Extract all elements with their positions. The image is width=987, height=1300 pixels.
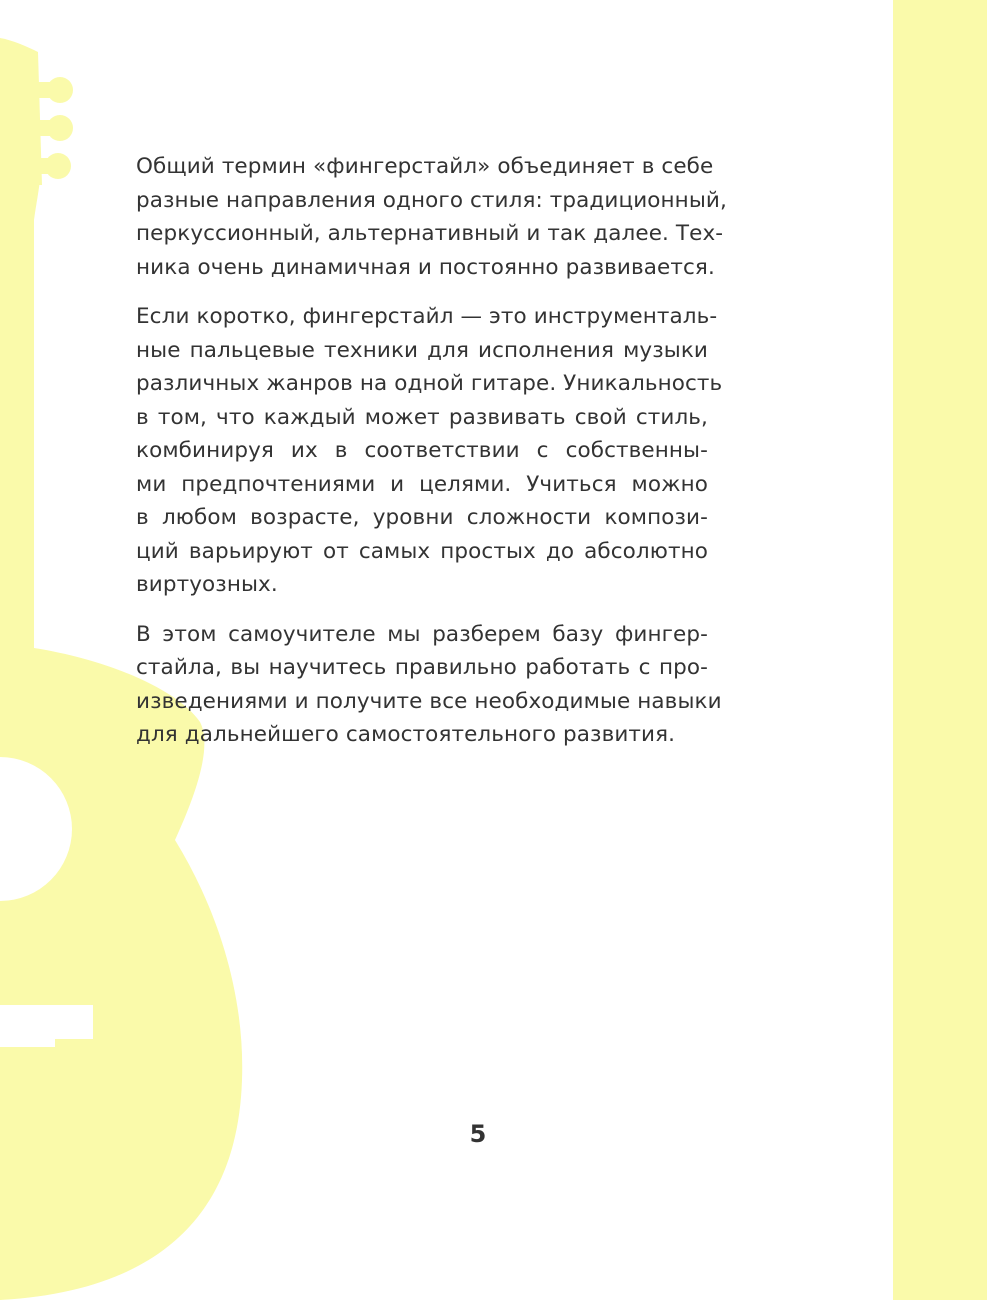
text-line: ций варьируют от самых простых до абсолютно — [136, 538, 708, 564]
paragraph-2 — [136, 300, 723, 602]
text-line: в любом возрасте, уровни сложности компози- — [136, 505, 708, 530]
text-line: Если коротко, фингерстайл — это инструменталь- — [136, 304, 718, 329]
text-line: ми предпочтениями и целями. Учиться можно — [136, 471, 708, 497]
text-line: различных жанров на одной гитаре. Уникальность — [136, 371, 723, 396]
text-line: виртуозных. — [136, 572, 278, 597]
text-line: комбинируя их в соответствии с собственны- — [136, 438, 708, 463]
paragraph-1 — [136, 150, 727, 284]
text-line: разные направления одного стиля: традиционный, — [136, 187, 727, 213]
right-color-band — [893, 0, 987, 1300]
text-line: стайла, вы научитесь правильно работать с про- — [136, 655, 708, 680]
text-line: ные пальцевые техники для исполнения музыки — [136, 337, 708, 363]
text-line: перкуссионный, альтернативный и так далее. Тех- — [136, 221, 724, 246]
page-number: 5 — [469, 1120, 487, 1148]
text-line: Общий термин «фингерстайл» объединяет в себе — [136, 154, 714, 179]
paragraph-3 — [136, 618, 722, 752]
main-text — [136, 150, 727, 768]
text-line: ника очень динамичная и постоянно развивается. — [136, 254, 715, 280]
text-line: для дальнейшего самостоятельного развития. — [136, 722, 676, 747]
text-line: изведениями и получите все необходимые навыки — [136, 688, 722, 714]
text-line: В этом самоучителе мы разберем базу фингер- — [136, 621, 708, 647]
text-line: в том, что каждый может развивать свой стиль, — [136, 404, 708, 430]
